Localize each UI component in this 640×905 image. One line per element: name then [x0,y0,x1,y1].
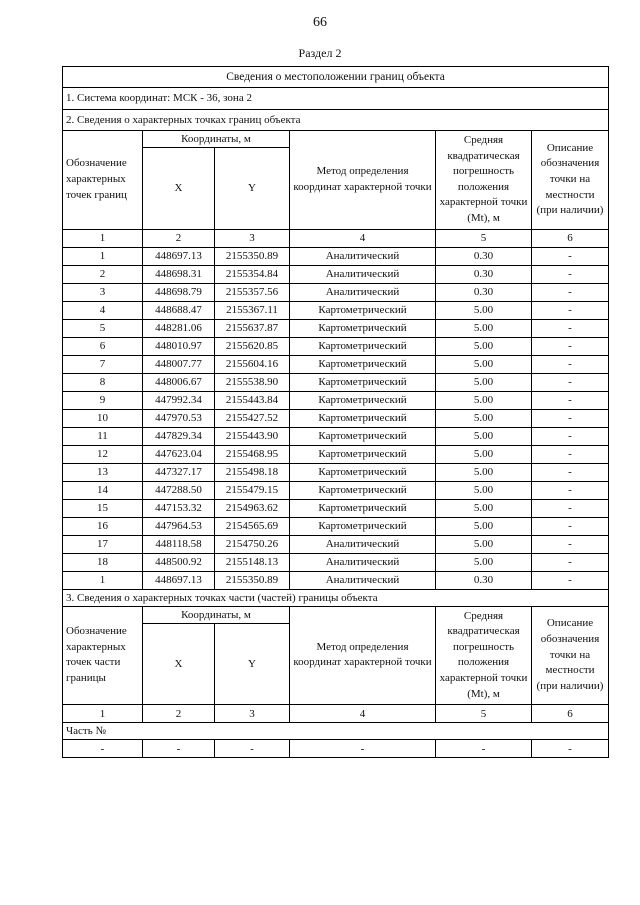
table-row [63,427,609,445]
cell-error-mt: 5.00 [436,301,532,319]
cell-method: Аналитический [290,571,436,589]
cell-error-mt: 5.00 [436,445,532,463]
cell-error-mt: 5.00 [436,553,532,571]
cell-description: - [532,247,609,265]
cell-method: Картометрический [290,481,436,499]
cell-error-mt: 5.00 [436,373,532,391]
cell-description: - [532,553,609,571]
cell-coord-y: 2155468.95 [215,445,290,463]
cell-description: - [532,445,609,463]
cell-point-number: 6 [63,337,143,355]
cell-method: Картометрический [290,373,436,391]
cell-coord-y: 2155350.89 [215,571,290,589]
cell-description: - [532,481,609,499]
table-row [63,373,609,391]
cell-method: Картометрический [290,301,436,319]
cell-description: - [532,301,609,319]
table-row [63,499,609,517]
header-y: Y [215,148,290,229]
column-number: 5 [436,229,532,247]
cell-point-number: 13 [63,463,143,481]
table-title: Сведения о местоположении границ объекта [63,67,609,88]
column-number: 6 [532,229,609,247]
cell-method: Картометрический [290,319,436,337]
part-cell: - [143,740,215,758]
cell-method: Картометрический [290,445,436,463]
cell-coord-x: 448006.67 [143,373,215,391]
cell-method: Аналитический [290,553,436,571]
column-number: 3 [215,229,290,247]
section-label: Раздел 2 [298,46,342,60]
column-number: 4 [290,705,436,723]
cell-description: - [532,283,609,301]
cell-coord-y: 2155604.16 [215,355,290,373]
cell-coord-x: 447327.17 [143,463,215,481]
cell-point-number: 9 [63,391,143,409]
cell-point-number: 17 [63,535,143,553]
table-row [63,535,609,553]
cell-error-mt: 0.30 [436,265,532,283]
cell-coord-y: 2155443.90 [215,427,290,445]
page-number: 66 [313,15,327,30]
cell-method: Картометрический [290,337,436,355]
cell-point-number: 10 [63,409,143,427]
cell-coord-y: 2155538.90 [215,373,290,391]
header-designation-part-line: границы [66,672,106,685]
header-designation-part-line: характерных [66,640,126,653]
table-row [63,409,609,427]
table-row [63,301,609,319]
part-label: Часть № [63,723,609,740]
cell-coord-y: 2154565.69 [215,517,290,535]
cell-point-number: 3 [63,283,143,301]
cell-coord-x: 448698.31 [143,265,215,283]
cell-error-mt: 5.00 [436,481,532,499]
cell-coord-x: 447288.50 [143,481,215,499]
cell-point-number: 11 [63,427,143,445]
cell-method: Аналитический [290,535,436,553]
cell-point-number: 7 [63,355,143,373]
cell-coord-x: 447970.53 [143,409,215,427]
header-designation-part-line: точек части [66,656,121,669]
header-method-part: Метод определения координат характерной точки [290,606,436,705]
cell-error-mt: 5.00 [436,535,532,553]
cell-point-number: 2 [63,265,143,283]
header-x: X [143,148,215,229]
cell-coord-x: 447964.53 [143,517,215,535]
cell-error-mt: 5.00 [436,517,532,535]
table-row [63,355,609,373]
cell-point-number: 16 [63,517,143,535]
cell-error-mt: 5.00 [436,427,532,445]
cell-description: - [532,355,609,373]
header-designation-part-line: Обозначение [66,624,127,637]
cell-coord-y: 2155443.84 [215,391,290,409]
column-number: 2 [143,229,215,247]
cell-coord-x: 448500.92 [143,553,215,571]
cell-error-mt: 0.30 [436,283,532,301]
table-row [63,337,609,355]
cell-coord-y: 2155427.52 [215,409,290,427]
cell-method: Картометрический [290,499,436,517]
cell-error-mt: 5.00 [436,337,532,355]
column-number: 1 [63,705,143,723]
part-cell: - [215,740,290,758]
cell-error-mt: 0.30 [436,247,532,265]
column-number: 5 [436,705,532,723]
cell-method: Картометрический [290,409,436,427]
cell-coord-x: 448688.47 [143,301,215,319]
cell-coord-y: 2155479.15 [215,481,290,499]
boundary-table [62,66,609,758]
cell-error-mt: 5.00 [436,355,532,373]
header-y-part: Y [215,624,290,705]
cell-point-number: 1 [63,571,143,589]
header-designation: Обозначение характерных точек границ [63,131,143,230]
cell-point-number: 1 [63,247,143,265]
table-row [63,517,609,535]
column-number: 4 [290,229,436,247]
cell-coord-y: 2154963.62 [215,499,290,517]
header-x-part: X [143,624,215,705]
cell-error-mt: 5.00 [436,463,532,481]
cell-point-number: 8 [63,373,143,391]
cell-description: - [532,427,609,445]
header-coords: Координаты, м [143,131,290,148]
cell-point-number: 15 [63,499,143,517]
cell-method: Картометрический [290,355,436,373]
table-row [63,571,609,589]
coord-system: 1. Система координат: МСК - 36, зона 2 [63,88,609,110]
cell-description: - [532,463,609,481]
header-method: Метод определения координат характерной точки [290,131,436,230]
cell-description: - [532,571,609,589]
column-number: 3 [215,705,290,723]
cell-method: Аналитический [290,247,436,265]
cell-coord-x: 448007.77 [143,355,215,373]
cell-method: Картометрический [290,463,436,481]
cell-description: - [532,337,609,355]
cell-coord-y: 2155367.11 [215,301,290,319]
column-number: 1 [63,229,143,247]
cell-description: - [532,391,609,409]
cell-point-number: 12 [63,445,143,463]
cell-coord-x: 448698.79 [143,283,215,301]
cell-description: - [532,499,609,517]
header-error-part: Средняя квадратическая погрешность положения характерной точки (Mt), м [436,606,532,705]
cell-error-mt: 5.00 [436,499,532,517]
cell-point-number: 18 [63,553,143,571]
header-description: Описание обозначения точки на местности (при наличии) [532,131,609,230]
cell-coord-y: 2155357.56 [215,283,290,301]
cell-error-mt: 5.00 [436,319,532,337]
cell-error-mt: 5.00 [436,409,532,427]
header-coords-part: Координаты, м [143,606,290,624]
cell-coord-y: 2155148.13 [215,553,290,571]
part-cell: - [290,740,436,758]
cell-coord-x: 447153.32 [143,499,215,517]
header-error: Средняя квадратическая погрешность положения характерной точки (Mt), м [436,131,532,230]
cell-coord-x: 447623.04 [143,445,215,463]
cell-point-number: 5 [63,319,143,337]
table-row [63,463,609,481]
cell-coord-y: 2155620.85 [215,337,290,355]
table-row [63,265,609,283]
table-row [63,247,609,265]
cell-description: - [532,319,609,337]
header-description-part: Описание обозначения точки на местности (при наличии) [532,606,609,705]
table-row [63,445,609,463]
cell-coord-y: 2155350.89 [215,247,290,265]
part-cell: - [63,740,143,758]
cell-description: - [532,409,609,427]
cell-coord-y: 2155498.18 [215,463,290,481]
section2-title: 2. Сведения о характерных точках границ объекта [63,110,609,131]
table-row [63,319,609,337]
section3-title: 3. Сведения о характерных точках части (частей) границы объекта [63,589,609,606]
cell-method: Картометрический [290,391,436,409]
cell-description: - [532,373,609,391]
cell-description: - [532,517,609,535]
cell-method: Картометрический [290,517,436,535]
cell-coord-x: 447829.34 [143,427,215,445]
cell-coord-y: 2155354.84 [215,265,290,283]
table-row [63,391,609,409]
table-row [63,283,609,301]
cell-coord-x: 448697.13 [143,571,215,589]
cell-coord-x: 448281.06 [143,319,215,337]
cell-method: Аналитический [290,265,436,283]
cell-coord-x: 448010.97 [143,337,215,355]
cell-point-number: 14 [63,481,143,499]
column-number: 2 [143,705,215,723]
cell-point-number: 4 [63,301,143,319]
cell-method: Аналитический [290,283,436,301]
cell-coord-y: 2154750.26 [215,535,290,553]
cell-description: - [532,265,609,283]
cell-method: Картометрический [290,427,436,445]
header-designation-part [63,606,143,705]
part-cell: - [532,740,609,758]
cell-coord-x: 448697.13 [143,247,215,265]
cell-error-mt: 0.30 [436,571,532,589]
cell-description: - [532,535,609,553]
part-cell: - [436,740,532,758]
cell-error-mt: 5.00 [436,391,532,409]
table-row [63,481,609,499]
column-number: 6 [532,705,609,723]
cell-coord-x: 448118.58 [143,535,215,553]
table-row [63,553,609,571]
cell-coord-y: 2155637.87 [215,319,290,337]
cell-coord-x: 447992.34 [143,391,215,409]
